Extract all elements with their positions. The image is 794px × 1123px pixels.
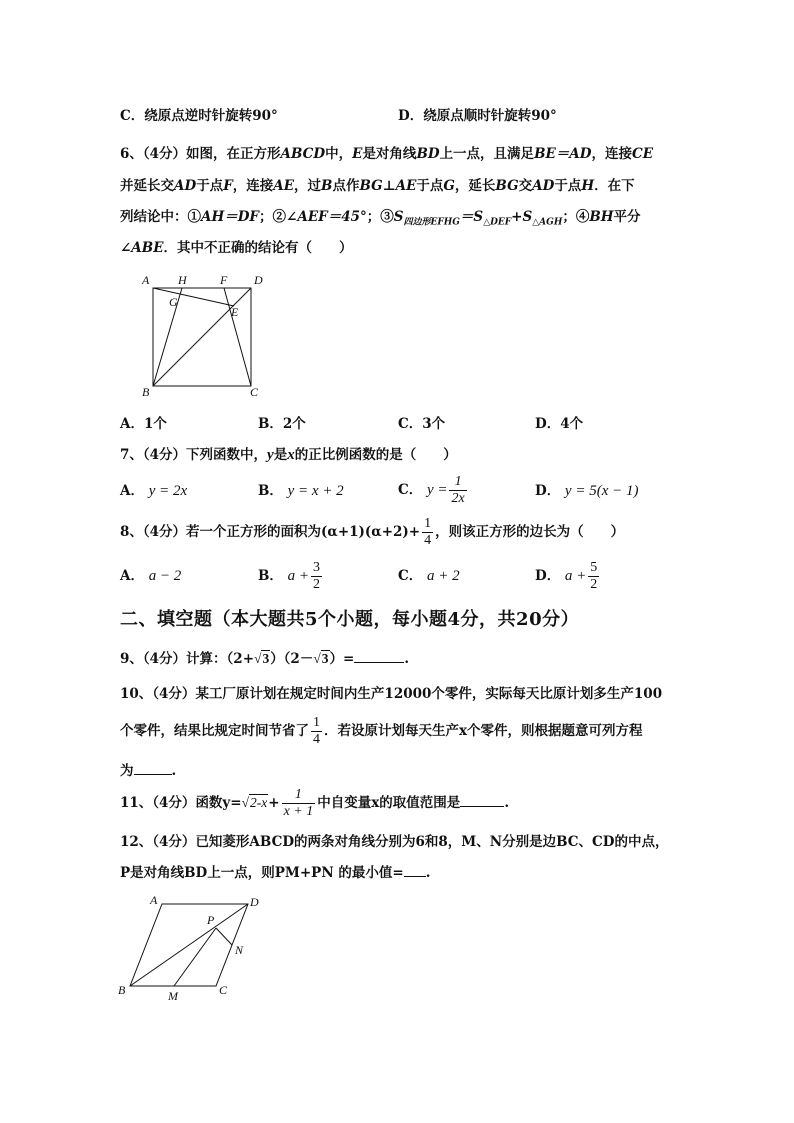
q7-number: 7、（4分） [120,447,187,463]
line-ae [153,288,234,306]
q6-option-a: A．1个 [120,416,167,432]
q5-option-c: C．绕原点逆时针旋转90° [120,108,278,124]
q11-number: 11、（4分） [120,795,196,811]
label-a: A [142,273,150,287]
diagonal-bd [130,904,248,986]
q10-number: 10、（4分） [120,686,196,702]
q6-option-b: B．2个 [258,416,306,432]
label-n: N [235,943,244,957]
label-c: C [219,983,228,997]
line-pn [216,928,232,945]
q5-option-d: D．绕原点顺时针旋转90° [398,108,557,124]
label-a: A [150,893,158,907]
q11-answer-blank[interactable] [460,792,504,807]
q10-line-2: 个零件，结果比规定时间节省了 $\frac{1}{4}$ ．若设原计划每天生产x个零件，则根据题意可列方程 [120,715,643,747]
q12-number: 12、（4分） [120,834,196,850]
label-h: H [178,273,187,287]
q9-answer-blank[interactable] [354,648,404,663]
q12-line-2: P是对角线BD上一点，则PM+PN 的最小值= . [120,862,430,883]
q7-option-d: D． y = 5(x − 1) [535,483,639,499]
label-m: M [168,989,178,1003]
label-b: B [118,983,126,997]
q6-option-c: C．3个 [398,416,446,432]
q12-line-1: 12、（4分）已知菱形ABCD的两条对角线分别为6和8，M、N分别是边BC、CD的中点， [120,834,669,850]
q8-option-d: D． a + $\frac{5}{2}$ [535,560,598,592]
q6-line-3: 列结论中：①AH＝DF；②∠AEF＝45°；$③S_{四边形EFHG}=S_{\triangle DEF}+S_{\triangle AGH}$；④BH平分 [120,209,641,228]
label-b: B [142,385,150,399]
label-e: E [231,305,239,319]
q6-line-1: 6、（4分）如图，在正方形ABCD中，E是对角线BD上一点，且满足BE＝AD，连接CE [120,146,653,162]
q6-number: 6、（4分） [120,146,187,162]
label-c: C [250,385,259,399]
q12-answer-blank[interactable] [404,862,426,877]
q7-stem: 7、（4分）下列函数中，y是x的正比例函数的是（ ） [120,447,457,463]
q8-number: 8、（4分） [120,524,187,540]
q10-line-1: 10、（4分）某工厂原计划在规定时间内生产12000个零件，实际每天比原计划多生产100 [120,686,663,702]
q7-option-c: C． y = $\frac{1}{2x}$ [398,474,465,506]
q6-line-2: 并延长交AD于点F，连接AE，过B点作BG⊥AE于点G，延长BG交AD于点H．在下 [120,178,635,194]
q10-line-3: 为 . [120,760,176,781]
q7-option-a: A． y = 2x [120,483,188,499]
q7-option-b: B． y = x + 2 [258,483,344,499]
q6-option-d: D．4个 [535,416,584,432]
q6-square-figure [138,270,273,402]
q12-rhombus-figure [112,890,272,1005]
q8-stem: 8、（4分）若一个正方形的面积为(α+1)(α+2)+ $\frac{1}{4}$ ，则该正方形的边长为（ ） [120,516,625,548]
q10-answer-blank[interactable] [134,760,172,775]
label-d: D [254,273,263,287]
label-g: G [169,295,178,309]
label-d: D [250,895,259,909]
q8-option-b: B． a + $\frac{3}{2}$ [258,560,320,592]
q6-line-4: ∠ABE．其中不正确的结论有（ ） [120,240,353,256]
line-cf [224,288,251,386]
q11-stem: 11、（4分）函数y=√2-x+ $\frac{1}{x + 1}$ 中自变量x的取值范围是 . [120,787,510,819]
section-2-heading: 二、填空题（本大题共5个小题，每小题4分，共20分） [120,609,580,630]
line-pm [174,928,216,986]
q8-option-c: C． a + 2 [398,568,460,584]
q8-option-a: A． a − 2 [120,568,182,584]
label-p: P [207,913,215,927]
label-f: F [220,273,228,287]
q9-stem: 9、（4分）计算：（2+√3）（2－√3）= . [120,648,409,669]
q9-number: 9、（4分） [120,651,187,667]
